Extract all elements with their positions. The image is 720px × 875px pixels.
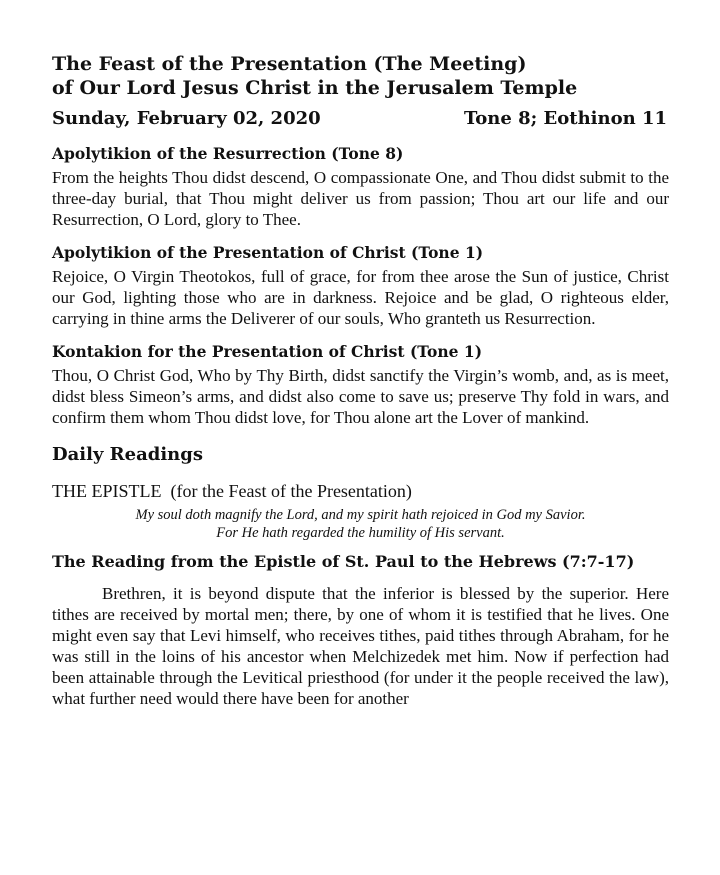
hymn-text: Thou, O Christ God, Who by Thy Birth, didst sanctify the Virgin’s womb, and, as is meet, didst bless Simeon’s arms, and didst also come to save us; preserve Thy fold in wars, and confirm them whom Thou didst love, for Thou alone art the Lover of mankind. xyxy=(52,366,669,427)
daily-readings-heading: Daily Readings xyxy=(52,444,203,465)
tone-label: Tone 8; Eothinon 11 xyxy=(463,108,667,129)
prokeimenon xyxy=(52,506,669,542)
epistle-label: THE EPISTLE (for the Feast of the Presentation) xyxy=(52,481,412,501)
hymn-text: Rejoice, O Virgin Theotokos, full of grace, for from thee arose the Sun of justice, Christ our God, lighting those who are in darkness. Rejoice and be glad, O righteous elder, carrying in thine arms the Deliverer of our souls, Who granteth us Resurrection. xyxy=(52,267,669,328)
hymn-heading: Apolytikion of the Presentation of Christ (Tone 1) xyxy=(52,243,484,262)
hymn-heading: Kontakion for the Presentation of Christ (Tone 1) xyxy=(52,342,483,361)
reading-text: Brethren, it is beyond dispute that the inferior is blessed by the superior. Here tithes are received by mortal men; there, by one of whom it is testified that he lives. One might even say that Levi himself, who receives tithes, paid tithes through Abraham, for he was still in the loins of his ancestor when Melchizedek met him. Now if perfection had been attainable through the Levitical priesthood (for under it the people received the law), what further need would there have been for another xyxy=(52,584,669,708)
bulletin-page xyxy=(52,52,669,709)
prokeimenon-line: My soul doth magnify the Lord, and my spirit hath rejoiced in God my Savior. xyxy=(135,507,586,523)
service-date: Sunday, February 02, 2020 xyxy=(52,108,321,129)
hymn-section xyxy=(52,342,669,428)
hymn-section xyxy=(52,144,669,230)
hymn-heading: Apolytikion of the Resurrection (Tone 8) xyxy=(52,144,404,163)
reading-heading: The Reading from the Epistle of St. Paul to the Hebrews (7:7-17) xyxy=(52,552,635,571)
title-block xyxy=(52,52,669,130)
date-tone-row xyxy=(52,108,669,130)
hymn-text: From the heights Thou didst descend, O compassionate One, and Thou didst submit to the three-day burial, that Thou might deliver us from passion; Thou art our life and our Resurrection, O Lord, glory to Thee. xyxy=(52,168,669,229)
daily-readings-section xyxy=(52,444,669,709)
title-line-1: The Feast of the Presentation (The Meeting) xyxy=(52,53,527,75)
prokeimenon-line: For He hath regarded the humility of His servant. xyxy=(216,525,505,541)
title-line-2: of Our Lord Jesus Christ in the Jerusalem Temple xyxy=(52,77,578,99)
hymn-section xyxy=(52,243,669,329)
